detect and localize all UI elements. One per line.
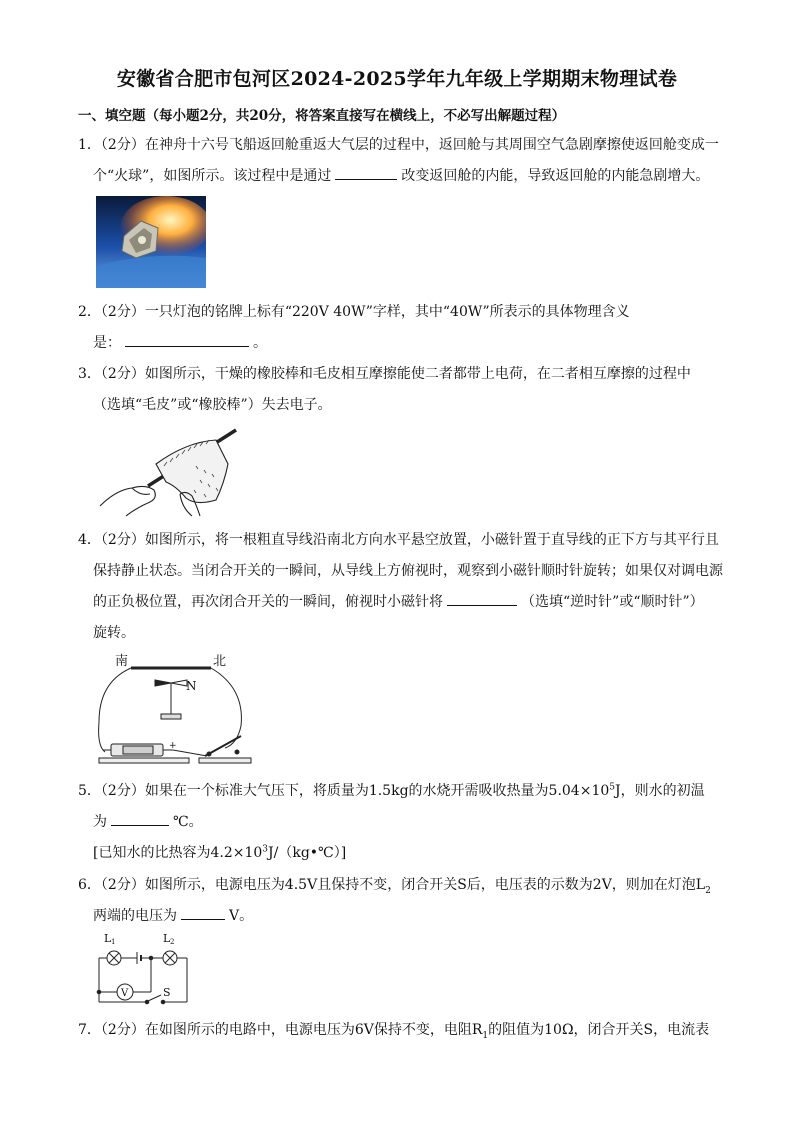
label-l1: L (104, 932, 112, 945)
question-number: 5．（2分） (78, 783, 145, 799)
question-text: 为 (93, 814, 107, 830)
question-text: 如图所示，电源电压为4.5V且保持不变，闭合开关S后，电压表的示数为2V，则加在灯泡L (144, 877, 706, 893)
question-text: （选填“毛皮”或“橡胶棒”）失去电子。 (93, 397, 332, 413)
question-6 (78, 870, 728, 932)
question-4 (78, 525, 728, 649)
question-text: [已知水的比热容为4.2×10 (93, 845, 263, 861)
answer-blank[interactable] (447, 591, 517, 606)
question-2 (78, 297, 728, 359)
answer-blank[interactable] (335, 165, 397, 180)
superscript: 3 (262, 844, 269, 855)
question-text: 保持静止状态。当闭合开关的一瞬间，从导线上方俯视时，观察到小磁针顺时针旋转；如果仅对调电源 (93, 563, 723, 579)
question-text: J，则水的初温 (615, 783, 705, 799)
question-text: 的阻值为10Ω，闭合开关S，电流表 (488, 1022, 710, 1038)
label-l2: L (163, 932, 171, 945)
question-3 (78, 359, 728, 421)
series-circuit-figure (95, 930, 195, 1012)
question-5 (78, 776, 728, 869)
voltmeter-label: V (121, 988, 129, 999)
question-number: 2．（2分） (78, 304, 145, 320)
question-number: 6．（2分） (78, 877, 145, 893)
answer-blank[interactable] (181, 905, 225, 920)
question-number: 7．（2分） (78, 1022, 145, 1038)
question-text: 如果在一个标准大气压下，将质量为1.5kg的水烧开需吸收热量为5.04×10 (144, 783, 610, 799)
question-1 (78, 130, 728, 192)
question-text: 旋转。 (93, 625, 135, 641)
question-text: 是： (93, 335, 121, 351)
answer-blank[interactable] (125, 332, 249, 347)
question-text: 的正负极位置，再次闭合开关的一瞬间，俯视时小磁针将 (93, 594, 443, 610)
question-number: 4．（2分） (78, 532, 145, 548)
subscript: 1 (482, 1030, 489, 1041)
rubber-rod-fur-figure (96, 424, 246, 518)
question-text: V。 (229, 908, 254, 924)
capsule-reentry-image (96, 196, 206, 288)
question-text: 如图所示，将一根粗直导线沿南北方向水平悬空放置，小磁针置于直导线的正下方与其平行且 (144, 532, 719, 548)
label-l2-sub: 2 (170, 938, 175, 946)
question-text: 在如图所示的电路中，电源电压为6V保持不变，电阻R (144, 1022, 483, 1038)
question-text: 在神舟十六号飞船返回舱重返大气层的过程中，返回舱与其周围空气急剧摩擦使返回舱变成一 (144, 137, 719, 153)
svg-text:+: + (169, 741, 177, 751)
question-text: ℃。 (173, 814, 203, 830)
question-text: 一只灯泡的铭牌上标有“220V 40W”字样，其中“40W”所表示的具体物理含义 (144, 304, 630, 320)
wire-compass-circuit-figure (95, 652, 255, 770)
exam-title: 安徽省合肥市包河区2024-2025学年九年级上学期期末物理试卷 (116, 68, 678, 90)
switch-label: S (163, 986, 171, 999)
question-text: 个“火球”，如图所示。该过程中是通过 (93, 168, 332, 184)
question-text: 如图所示，干燥的橡胶棒和毛皮相互摩擦能使二者都带上电荷，在二者相互摩擦的过程中 (144, 366, 691, 382)
question-7 (78, 1015, 728, 1046)
answer-blank[interactable] (111, 811, 169, 826)
question-text: J/（kg•℃）] (268, 845, 347, 861)
label-south: 南 (115, 654, 129, 669)
label-l1-sub: 1 (111, 938, 116, 946)
question-text: 两端的电压为 (93, 908, 177, 924)
superscript: 5 (609, 782, 615, 793)
label-north: 北 (213, 654, 227, 669)
section-heading: 一、填空题（每小题2分，共20分，将答案直接写在横线上，不必写出解题过程） (78, 108, 566, 124)
subscript: 2 (705, 885, 711, 896)
question-text: 改变返回舱的内能，导致返回舱的内能急剧增大。 (401, 168, 710, 184)
question-text: 。 (253, 335, 267, 351)
question-number: 1．（2分） (78, 137, 145, 153)
label-n-pole: N (186, 679, 197, 693)
question-number: 3．（2分） (78, 366, 145, 382)
question-text: （选填“逆时针”或“顺时针”） (521, 594, 704, 610)
